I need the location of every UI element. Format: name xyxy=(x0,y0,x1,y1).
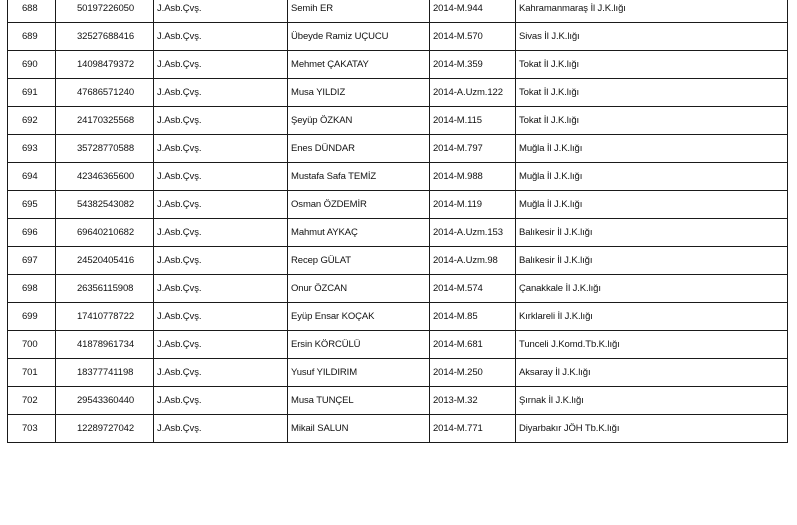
rank-cell: J.Asb.Çvş. xyxy=(154,107,288,135)
id-number-cell: 32527688416 xyxy=(56,23,154,51)
rank-cell: J.Asb.Çvş. xyxy=(154,275,288,303)
table-row xyxy=(8,107,788,135)
table-row xyxy=(8,387,788,415)
registry-number-cell: 2014-M.681 xyxy=(430,331,516,359)
registry-number-cell: 2014-A.Uzm.98 xyxy=(430,247,516,275)
id-number-cell: 12289727042 xyxy=(56,415,154,443)
table-row xyxy=(8,163,788,191)
unit-cell: Sivas İl J.K.lığı xyxy=(516,23,788,51)
rank-cell: J.Asb.Çvş. xyxy=(154,331,288,359)
row-number-cell: 697 xyxy=(8,247,56,275)
registry-number-cell: 2014-A.Uzm.153 xyxy=(430,219,516,247)
id-number-cell: 41878961734 xyxy=(56,331,154,359)
name-cell: Mikail SALUN xyxy=(288,415,430,443)
table-row xyxy=(8,303,788,331)
table-row xyxy=(8,415,788,443)
table-row xyxy=(8,51,788,79)
unit-cell: Muğla İl J.K.lığı xyxy=(516,135,788,163)
name-cell: Mehmet ÇAKATAY xyxy=(288,51,430,79)
name-cell: Onur ÖZCAN xyxy=(288,275,430,303)
rank-cell: J.Asb.Çvş. xyxy=(154,359,288,387)
id-number-cell: 24520405416 xyxy=(56,247,154,275)
table-row xyxy=(8,79,788,107)
row-number-cell: 701 xyxy=(8,359,56,387)
name-cell: Ersin KÖRCÜLÜ xyxy=(288,331,430,359)
registry-number-cell: 2014-M.574 xyxy=(430,275,516,303)
registry-number-cell: 2014-M.250 xyxy=(430,359,516,387)
row-number-cell: 699 xyxy=(8,303,56,331)
unit-cell: Tokat İl J.K.lığı xyxy=(516,51,788,79)
rank-cell: J.Asb.Çvş. xyxy=(154,303,288,331)
id-number-cell: 17410778722 xyxy=(56,303,154,331)
row-number-cell: 690 xyxy=(8,51,56,79)
name-cell: Eyüp Ensar KOÇAK xyxy=(288,303,430,331)
unit-cell: Balıkesir İl J.K.lığı xyxy=(516,219,788,247)
unit-cell: Tokat İl J.K.lığı xyxy=(516,79,788,107)
row-number-cell: 703 xyxy=(8,415,56,443)
table-row xyxy=(8,135,788,163)
personnel-table xyxy=(7,0,788,443)
row-number-cell: 692 xyxy=(8,107,56,135)
table-row xyxy=(8,23,788,51)
name-cell: Übeyde Ramiz UÇUCU xyxy=(288,23,430,51)
table-row xyxy=(8,191,788,219)
rank-cell: J.Asb.Çvş. xyxy=(154,79,288,107)
row-number-cell: 698 xyxy=(8,275,56,303)
id-number-cell: 47686571240 xyxy=(56,79,154,107)
table-row xyxy=(8,359,788,387)
unit-cell: Muğla İl J.K.lığı xyxy=(516,163,788,191)
rank-cell: J.Asb.Çvş. xyxy=(154,0,288,23)
id-number-cell: 69640210682 xyxy=(56,219,154,247)
rank-cell: J.Asb.Çvş. xyxy=(154,247,288,275)
table-row xyxy=(8,247,788,275)
rank-cell: J.Asb.Çvş. xyxy=(154,191,288,219)
registry-number-cell: 2014-M.988 xyxy=(430,163,516,191)
rank-cell: J.Asb.Çvş. xyxy=(154,51,288,79)
rank-cell: J.Asb.Çvş. xyxy=(154,219,288,247)
id-number-cell: 50197226050 xyxy=(56,0,154,23)
rank-cell: J.Asb.Çvş. xyxy=(154,387,288,415)
table-row xyxy=(8,275,788,303)
registry-number-cell: 2013-M.32 xyxy=(430,387,516,415)
unit-cell: Tunceli J.Komd.Tb.K.lığı xyxy=(516,331,788,359)
unit-cell: Şırnak İl J.K.lığı xyxy=(516,387,788,415)
name-cell: Şeyüp ÖZKAN xyxy=(288,107,430,135)
name-cell: Mustafa Safa TEMİZ xyxy=(288,163,430,191)
unit-cell: Muğla İl J.K.lığı xyxy=(516,191,788,219)
rank-cell: J.Asb.Çvş. xyxy=(154,163,288,191)
row-number-cell: 695 xyxy=(8,191,56,219)
unit-cell: Kahramanmaraş İl J.K.lığı xyxy=(516,0,788,23)
registry-number-cell: 2014-M.119 xyxy=(430,191,516,219)
registry-number-cell: 2014-M.359 xyxy=(430,51,516,79)
name-cell: Mahmut AYKAÇ xyxy=(288,219,430,247)
id-number-cell: 24170325568 xyxy=(56,107,154,135)
registry-number-cell: 2014-M.85 xyxy=(430,303,516,331)
name-cell: Musa TUNÇEL xyxy=(288,387,430,415)
name-cell: Osman ÖZDEMİR xyxy=(288,191,430,219)
row-number-cell: 696 xyxy=(8,219,56,247)
name-cell: Semih ER xyxy=(288,0,430,23)
unit-cell: Çanakkale İl J.K.lığı xyxy=(516,275,788,303)
row-number-cell: 700 xyxy=(8,331,56,359)
name-cell: Musa YILDIZ xyxy=(288,79,430,107)
id-number-cell: 29543360440 xyxy=(56,387,154,415)
id-number-cell: 26356115908 xyxy=(56,275,154,303)
unit-cell: Diyarbakır JÖH Tb.K.lığı xyxy=(516,415,788,443)
unit-cell: Balıkesir İl J.K.lığı xyxy=(516,247,788,275)
rank-cell: J.Asb.Çvş. xyxy=(154,415,288,443)
row-number-cell: 694 xyxy=(8,163,56,191)
row-number-cell: 693 xyxy=(8,135,56,163)
table-row xyxy=(8,0,788,23)
row-number-cell: 702 xyxy=(8,387,56,415)
row-number-cell: 691 xyxy=(8,79,56,107)
id-number-cell: 18377741198 xyxy=(56,359,154,387)
registry-number-cell: 2014-A.Uzm.122 xyxy=(430,79,516,107)
row-number-cell: 689 xyxy=(8,23,56,51)
name-cell: Yusuf YILDIRIM xyxy=(288,359,430,387)
name-cell: Recep GÜLAT xyxy=(288,247,430,275)
registry-number-cell: 2014-M.115 xyxy=(430,107,516,135)
registry-number-cell: 2014-M.570 xyxy=(430,23,516,51)
rank-cell: J.Asb.Çvş. xyxy=(154,23,288,51)
rank-cell: J.Asb.Çvş. xyxy=(154,135,288,163)
id-number-cell: 14098479372 xyxy=(56,51,154,79)
table-row xyxy=(8,331,788,359)
table-row xyxy=(8,219,788,247)
id-number-cell: 35728770588 xyxy=(56,135,154,163)
registry-number-cell: 2014-M.797 xyxy=(430,135,516,163)
row-number-cell: 688 xyxy=(8,0,56,23)
unit-cell: Kırklareli İl J.K.lığı xyxy=(516,303,788,331)
unit-cell: Tokat İl J.K.lığı xyxy=(516,107,788,135)
id-number-cell: 42346365600 xyxy=(56,163,154,191)
id-number-cell: 54382543082 xyxy=(56,191,154,219)
table-body xyxy=(8,0,788,443)
name-cell: Enes DÜNDAR xyxy=(288,135,430,163)
registry-number-cell: 2014-M.771 xyxy=(430,415,516,443)
unit-cell: Aksaray İl J.K.lığı xyxy=(516,359,788,387)
registry-number-cell: 2014-M.944 xyxy=(430,0,516,23)
